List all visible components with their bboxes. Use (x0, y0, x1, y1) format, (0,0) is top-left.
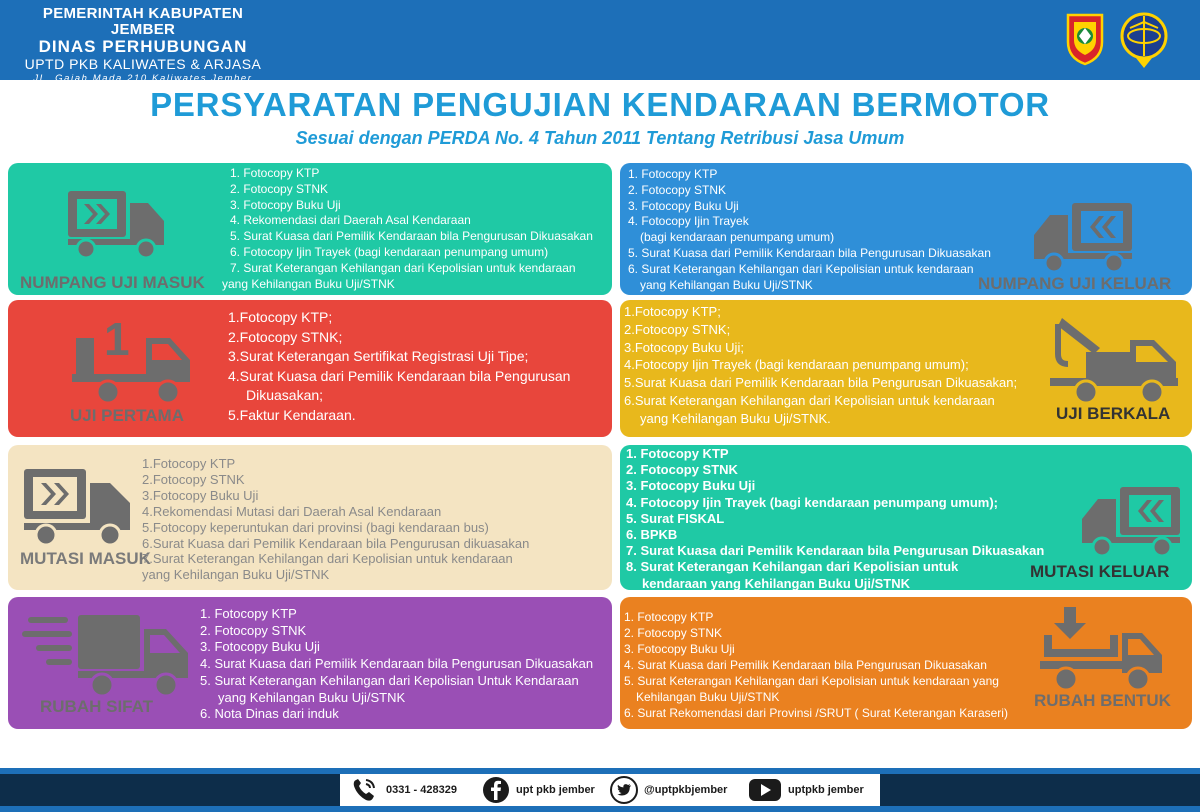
card-uji-pertama (8, 300, 612, 437)
youtube-icon[interactable] (748, 778, 782, 802)
list-item: 2. Fotocopy STNK (230, 181, 329, 196)
list-item: Kehilangan Buku Uji/STNK (636, 690, 780, 704)
list-item: 4. Rekomendasi dari Daerah Asal Kendaraan (230, 213, 471, 228)
requirement-list (624, 303, 1017, 428)
list-item: 6.Surat Keterangan Kehilangan dari Kepolisian untuk kendaraan (624, 392, 995, 408)
twitter-handle[interactable]: @uptpkbjember (644, 784, 728, 796)
tow-truck-icon (1046, 314, 1182, 406)
header-department: DINAS PERHUBUNGAN (38, 37, 248, 56)
list-item: Dikuasakan; (246, 387, 324, 403)
list-item: 3.Surat Keterangan Sertifikat Registrasi Uji Tipe; (228, 348, 529, 364)
list-item: 5. Surat Kuasa dari Pemilik Kendaraan bila Pengurusan Dikuasakan (628, 245, 991, 260)
truck-arrow-left-icon (1030, 197, 1134, 273)
list-item: 5.Fotocopy keperuntukan dari provinsi (bagi kendaraan bus) (142, 519, 489, 535)
truck-arrow-right-icon (68, 187, 168, 259)
list-item: 4. Fotocopy Ijin Trayek (bagi kendaraan penumpang umum); (626, 494, 999, 510)
number-one-glyph: 1 (104, 313, 130, 365)
card-label: UJI PERTAMA (70, 406, 184, 425)
card-label: RUBAH BENTUK (1034, 691, 1171, 710)
list-item: 6. Nota Dinas dari induk (200, 706, 339, 722)
list-item: 6. BPKB (626, 527, 678, 543)
facebook-icon[interactable] (482, 776, 510, 804)
footer-dark-band (880, 774, 1200, 806)
jember-shield-logo (1066, 12, 1104, 66)
requirement-list (142, 456, 529, 583)
card-numpang-uji-keluar (620, 163, 1192, 295)
header-address: JL. Gajah Mada 210 Kaliwates Jember (33, 73, 253, 84)
list-item: 3. Fotocopy Buku Uji (624, 642, 735, 656)
page-subtitle: Sesuai dengan PERDA No. 4 Tahun 2011 Tentang Retribusi Jasa Umum (295, 128, 905, 148)
phone-number: 0331 - 428329 (386, 784, 457, 796)
list-item: 5.Surat Kuasa dari Pemilik Kendaraan bila Pengurusan Dikuasakan; (624, 375, 1018, 391)
list-item: 6.Surat Kuasa dari Pemilik Kendaraan bila Pengurusan dikuasakan (142, 535, 530, 551)
list-item: 1. Fotocopy KTP (626, 446, 729, 461)
requirement-list (628, 167, 991, 293)
twitter-icon[interactable] (610, 776, 638, 804)
card-label: NUMPANG UJI KELUAR (978, 274, 1172, 293)
list-item: yang Kehilangan Buku Uji/STNK (640, 277, 813, 292)
card-label: NUMPANG UJI MASUK (20, 273, 205, 292)
card-mutasi-keluar (620, 445, 1192, 590)
requirement-list (624, 609, 1008, 721)
list-item: kendaraan yang Kehilangan Buku Uji/STNK (642, 575, 910, 590)
truck-download-icon (1038, 605, 1168, 693)
truck-number-one-icon (72, 322, 194, 406)
list-item: 4. Fotocopy Ijin Trayek (628, 214, 749, 229)
list-item: 1. Fotocopy KTP (628, 167, 718, 181)
list-item: 5. Surat Keterangan Kehilangan dari Kepolisian Untuk Kendaraan (200, 672, 579, 688)
list-item: 3. Fotocopy Buku Uji (626, 478, 756, 494)
list-item: 5. Surat FISKAL (626, 510, 725, 526)
list-item: 6. Surat Rekomendasi dari Provinsi /SRUT ( Surat Keterangan Karaseri) (624, 706, 1008, 720)
list-item: 4.Surat Kuasa dari Pemilik Kendaraan bila Pengurusan (228, 367, 571, 384)
list-item: 1. Fotocopy KTP (624, 610, 714, 624)
list-item: (bagi kendaraan penumpang umum) (640, 230, 835, 245)
list-item: 1. Fotocopy KTP (200, 606, 297, 621)
footer-dark-band (0, 774, 340, 806)
page-title: PERSYARATAN PENGUJIAN KENDARAAN BERMOTOR (150, 86, 1050, 123)
card-label: MUTASI MASUK (20, 549, 151, 568)
list-item: 2.Fotocopy STNK; (228, 328, 343, 345)
list-item: 2.Fotocopy STNK (142, 471, 245, 487)
list-item: 4.Rekomendasi Mutasi dari Daerah Asal Kendaraan (142, 503, 442, 519)
list-item: 3. Fotocopy Buku Uji (200, 639, 320, 655)
list-item: 5. Surat Kuasa dari Pemilik Kendaraan bila Pengurusan Dikuasakan (230, 229, 593, 244)
list-item: 3. Fotocopy Buku Uji (230, 197, 341, 212)
card-label: UJI BERKALA (1056, 404, 1171, 423)
list-item: 2. Fotocopy STNK (628, 182, 727, 197)
card-uji-berkala (620, 300, 1192, 437)
truck-arrow-left-icon (1078, 481, 1182, 557)
list-item: yang Kehilangan Buku Uji/STNK. (640, 410, 831, 426)
card-label: RUBAH SIFAT (40, 697, 154, 716)
list-item: 3. Fotocopy Buku Uji (628, 198, 739, 213)
list-item: yang Kehilangan Buku Uji/STNK (222, 276, 395, 291)
list-item: 1.Fotocopy KTP; (624, 304, 721, 319)
list-item: yang Kehilangan Buku Uji/STNK (218, 689, 406, 705)
dishub-logo (1118, 10, 1170, 70)
list-item: 2. Fotocopy STNK (624, 626, 723, 640)
requirement-list (222, 166, 593, 292)
card-rubah-sifat (8, 597, 612, 729)
list-item: 4. Surat Kuasa dari Pemilik Kendaraan bila Pengurusan Dikuasakan (624, 658, 987, 672)
card-rubah-bentuk (620, 597, 1192, 729)
list-item: 4.Fotocopy Ijin Trayek (bagi kendaraan penumpang umum); (624, 357, 969, 373)
card-numpang-uji-masuk (8, 163, 612, 295)
list-item: 8. Surat Keterangan Kehilangan dari Kepolisian untuk (626, 559, 959, 575)
list-item: 1.Fotocopy KTP; (228, 309, 333, 325)
requirement-list (626, 446, 1044, 590)
list-item: 4. Surat Kuasa dari Pemilik Kendaraan bila Pengurusan Dikuasakan (200, 656, 594, 672)
list-item: 3.Fotocopy Buku Uji; (624, 339, 744, 355)
card-label: MUTASI KELUAR (1030, 562, 1170, 581)
list-item: 1.Fotocopy KTP (142, 456, 236, 471)
list-item: 2. Fotocopy STNK (626, 462, 738, 478)
requirement-list (228, 308, 570, 425)
truck-arrow-right-icon (24, 465, 136, 547)
phone-icon (350, 776, 378, 804)
list-item: 6. Surat Keterangan Kehilangan dari Kepolisian untuk kendaraan (628, 261, 974, 276)
list-item: 5. Surat Keterangan Kehilangan dari Kepolisian untuk kendaraan yang (624, 674, 999, 688)
footer-bar (0, 768, 1200, 812)
facebook-handle[interactable]: upt pkb jember (516, 784, 595, 796)
speeding-truck-icon (22, 611, 194, 699)
card-mutasi-masuk (8, 445, 612, 590)
list-item: 3.Fotocopy Buku Uji (142, 487, 259, 503)
requirement-list (200, 606, 593, 723)
list-item: 7. Surat Kuasa dari Pemilik Kendaraan bila Pengurusan Dikuasakan (626, 543, 1045, 559)
header-government: PEMERINTAH KABUPATEN JEMBER (42, 5, 244, 38)
list-item: 7. Surat Keterangan Kehilangan dari Kepolisian untuk kendaraan (230, 260, 576, 275)
youtube-handle[interactable]: uptpkb jember (788, 784, 864, 796)
list-item: yang Kehilangan Buku Uji/STNK (142, 567, 330, 583)
header-text (18, 6, 268, 86)
list-item: 7.Surat Keterangan Kehilangan dari Kepolisian untuk kendaraan (142, 551, 513, 567)
list-item: 1. Fotocopy KTP (230, 166, 320, 180)
list-item: 6. Fotocopy Ijin Trayek (bagi kendaraan penumpang umum) (230, 244, 549, 259)
header-unit: UPTD PKB KALIWATES & ARJASA (24, 56, 262, 72)
list-item: 2.Fotocopy STNK; (624, 321, 731, 337)
header-bar (0, 0, 1200, 84)
list-item: 5.Faktur Kendaraan. (228, 406, 356, 423)
list-item: 2. Fotocopy STNK (200, 622, 307, 638)
